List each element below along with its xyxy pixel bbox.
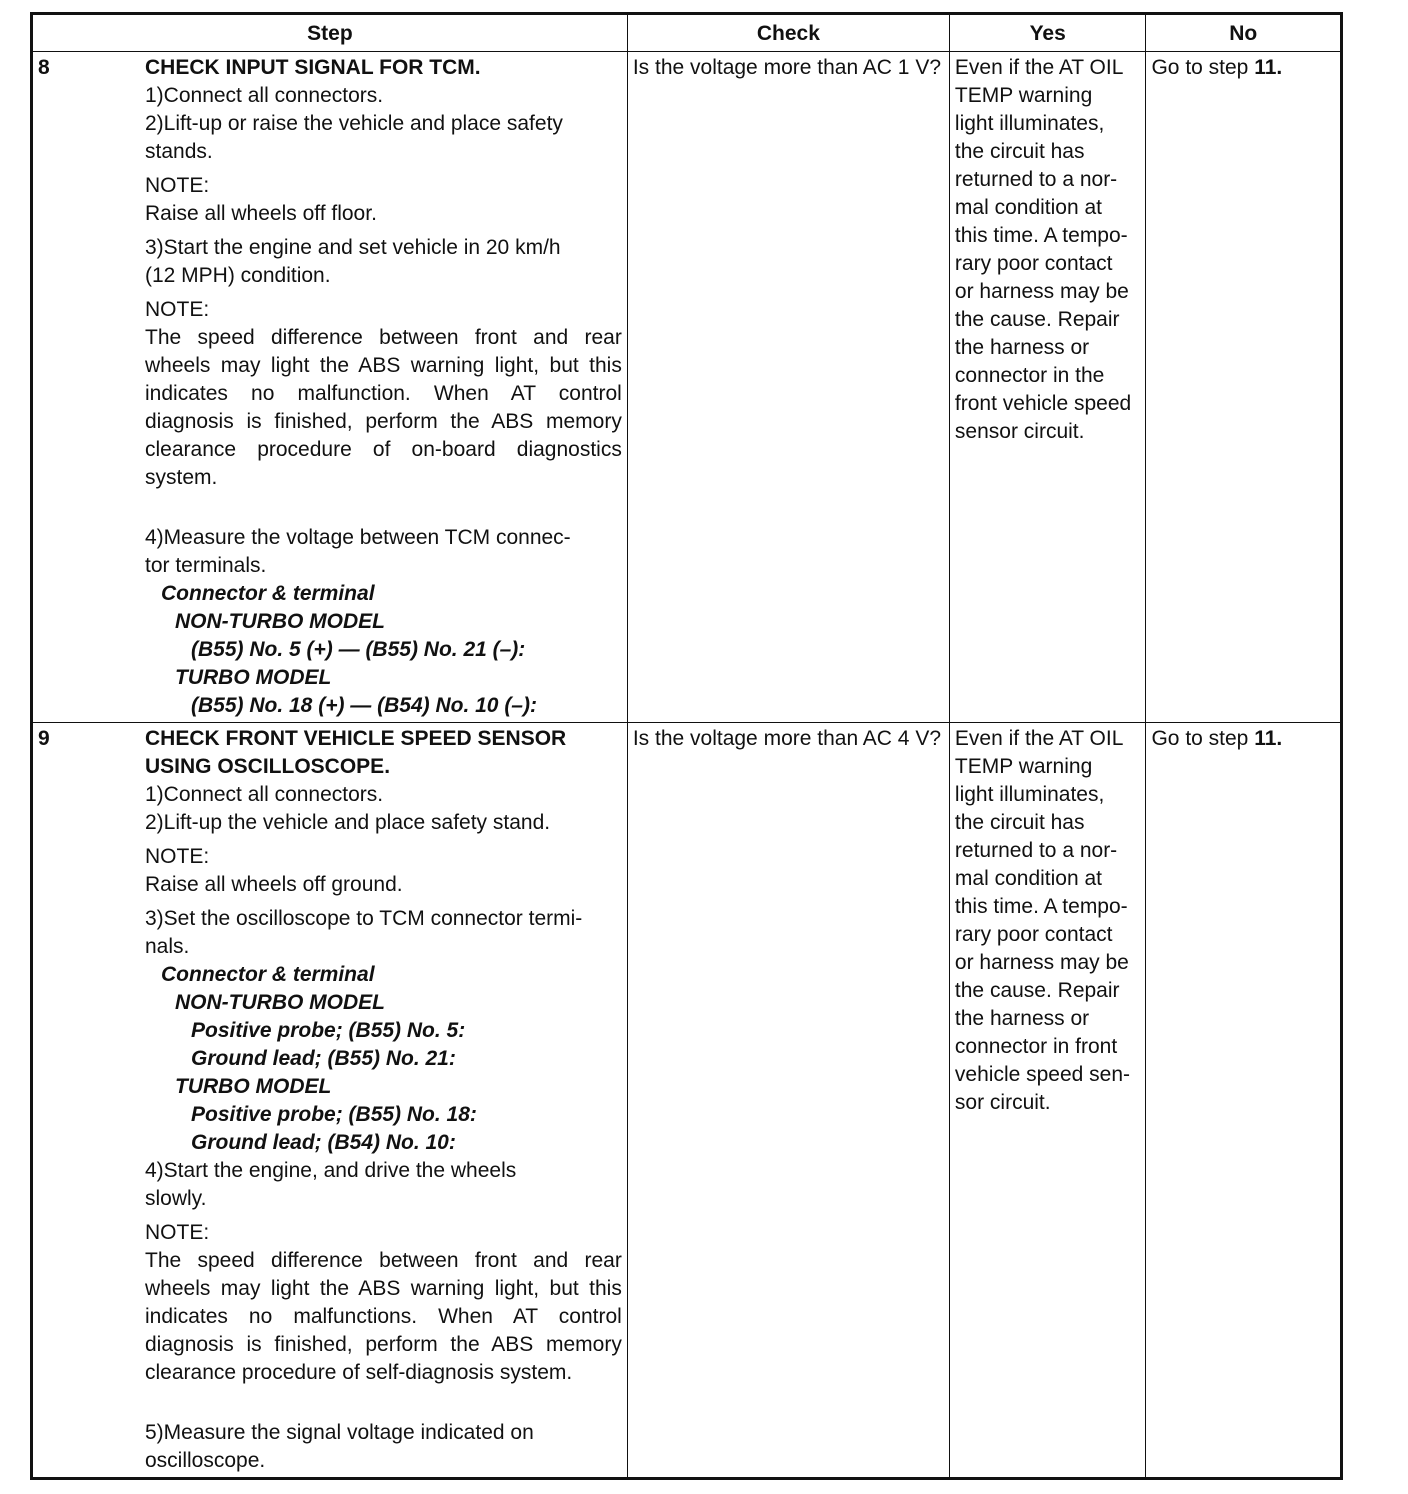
connector-heading: Connector & terminal	[161, 963, 375, 986]
step-cell	[32, 723, 628, 1479]
probe-spec: Positive probe; (B55) No. 18:	[191, 1103, 477, 1126]
table-header-row	[32, 14, 1342, 52]
note-label: NOTE:	[145, 1221, 210, 1244]
step-instructions	[145, 725, 622, 1475]
no-prefix: Go to step	[1151, 727, 1255, 750]
model-label: NON-TURBO MODEL	[175, 610, 385, 633]
yes-text: Even if the AT OIL TEMP warning light illuminates, the circuit has returned to a nor-mal condition at this time. A tempo-rary poor contact or harness may be the cause. Repair the harness or connector in front vehicle speed sen-sor circuit.	[954, 727, 1131, 1114]
no-cell	[1146, 52, 1342, 723]
probe-spec: Positive probe; (B55) No. 5:	[191, 1019, 466, 1042]
note-label: NOTE:	[145, 845, 210, 868]
no-cell	[1146, 723, 1342, 1479]
step-instructions	[145, 54, 622, 720]
connector-heading: Connector & terminal	[161, 582, 375, 605]
step-line: 5)Measure the signal voltage indicated on	[145, 1421, 534, 1444]
note-text: The speed difference between front and rear wheels may light the ABS warning light, but this indicates no malfunction. When AT control diagnosis is finished, perform the ABS memory clearance procedure of on-board diagnostics system.	[145, 326, 622, 489]
step-line: (12 MPH) condition.	[145, 264, 331, 287]
step-line: tor terminals.	[145, 554, 267, 577]
step-title: CHECK INPUT SIGNAL FOR TCM.	[145, 56, 481, 79]
terminal-spec: (B55) No. 5 (+) — (B55) No. 21 (–):	[191, 638, 526, 661]
header-no: No	[1146, 14, 1342, 52]
yes-cell	[949, 723, 1146, 1479]
step-line: 1)Connect all connectors.	[145, 783, 384, 806]
model-label: NON-TURBO MODEL	[175, 991, 385, 1014]
step-line: 4)Start the engine, and drive the wheels	[145, 1159, 517, 1182]
header-check: Check	[627, 14, 949, 52]
header-step: Step	[32, 14, 628, 52]
step-title: CHECK FRONT VEHICLE SPEED SENSOR USING OSCILLOSCOPE.	[145, 727, 567, 778]
step-line: 4)Measure the voltage between TCM connec-	[145, 526, 571, 549]
ground-spec: Ground lead; (B54) No. 10:	[191, 1131, 456, 1154]
step-line: 2)Lift-up or raise the vehicle and place safety	[145, 112, 563, 135]
check-cell: Is the voltage more than AC 4 V?	[627, 723, 949, 1479]
yes-text: Even if the AT OIL TEMP warning light illuminates, the circuit has returned to a nor-mal condition at this time. A tempo-rary poor contact or harness may be the cause. Repair the harness or connector in the front vehicle speed sensor circuit.	[954, 56, 1132, 443]
step-line: stands.	[145, 140, 213, 163]
model-label: TURBO MODEL	[175, 1075, 332, 1098]
step-number: 9	[38, 727, 50, 750]
model-label: TURBO MODEL	[175, 666, 332, 689]
note-text: Raise all wheels off ground.	[145, 873, 403, 896]
terminal-spec: (B55) No. 18 (+) — (B54) No. 10 (–):	[191, 694, 537, 717]
header-yes: Yes	[949, 14, 1146, 52]
table-row	[32, 52, 1342, 723]
diagnostic-table	[30, 12, 1343, 1480]
table-row	[32, 723, 1342, 1479]
note-text: Raise all wheels off floor.	[145, 202, 377, 225]
step-number: 8	[38, 56, 50, 79]
no-step-ref: 11.	[1254, 727, 1283, 750]
step-line: nals.	[145, 935, 190, 958]
check-cell: Is the voltage more than AC 1 V?	[627, 52, 949, 723]
note-text: The speed difference between front and rear wheels may light the ABS warning light, but this indicates no malfunctions. When AT control diagnosis is finished, perform the ABS memory clearance procedure of self-diagnosis system.	[145, 1249, 622, 1384]
step-line: slowly.	[145, 1187, 207, 1210]
no-prefix: Go to step	[1151, 56, 1255, 79]
step-line: 2)Lift-up the vehicle and place safety stand.	[145, 811, 551, 834]
step-line: 1)Connect all connectors.	[145, 84, 384, 107]
no-step-ref: 11.	[1254, 56, 1283, 79]
ground-spec: Ground lead; (B55) No. 21:	[191, 1047, 456, 1070]
step-cell	[32, 52, 628, 723]
step-line: oscilloscope.	[145, 1449, 266, 1472]
step-line: 3)Start the engine and set vehicle in 20 km/h	[145, 236, 561, 259]
yes-cell	[949, 52, 1146, 723]
step-line: 3)Set the oscilloscope to TCM connector termi-	[145, 907, 583, 930]
note-label: NOTE:	[145, 174, 210, 197]
note-label: NOTE:	[145, 298, 210, 321]
